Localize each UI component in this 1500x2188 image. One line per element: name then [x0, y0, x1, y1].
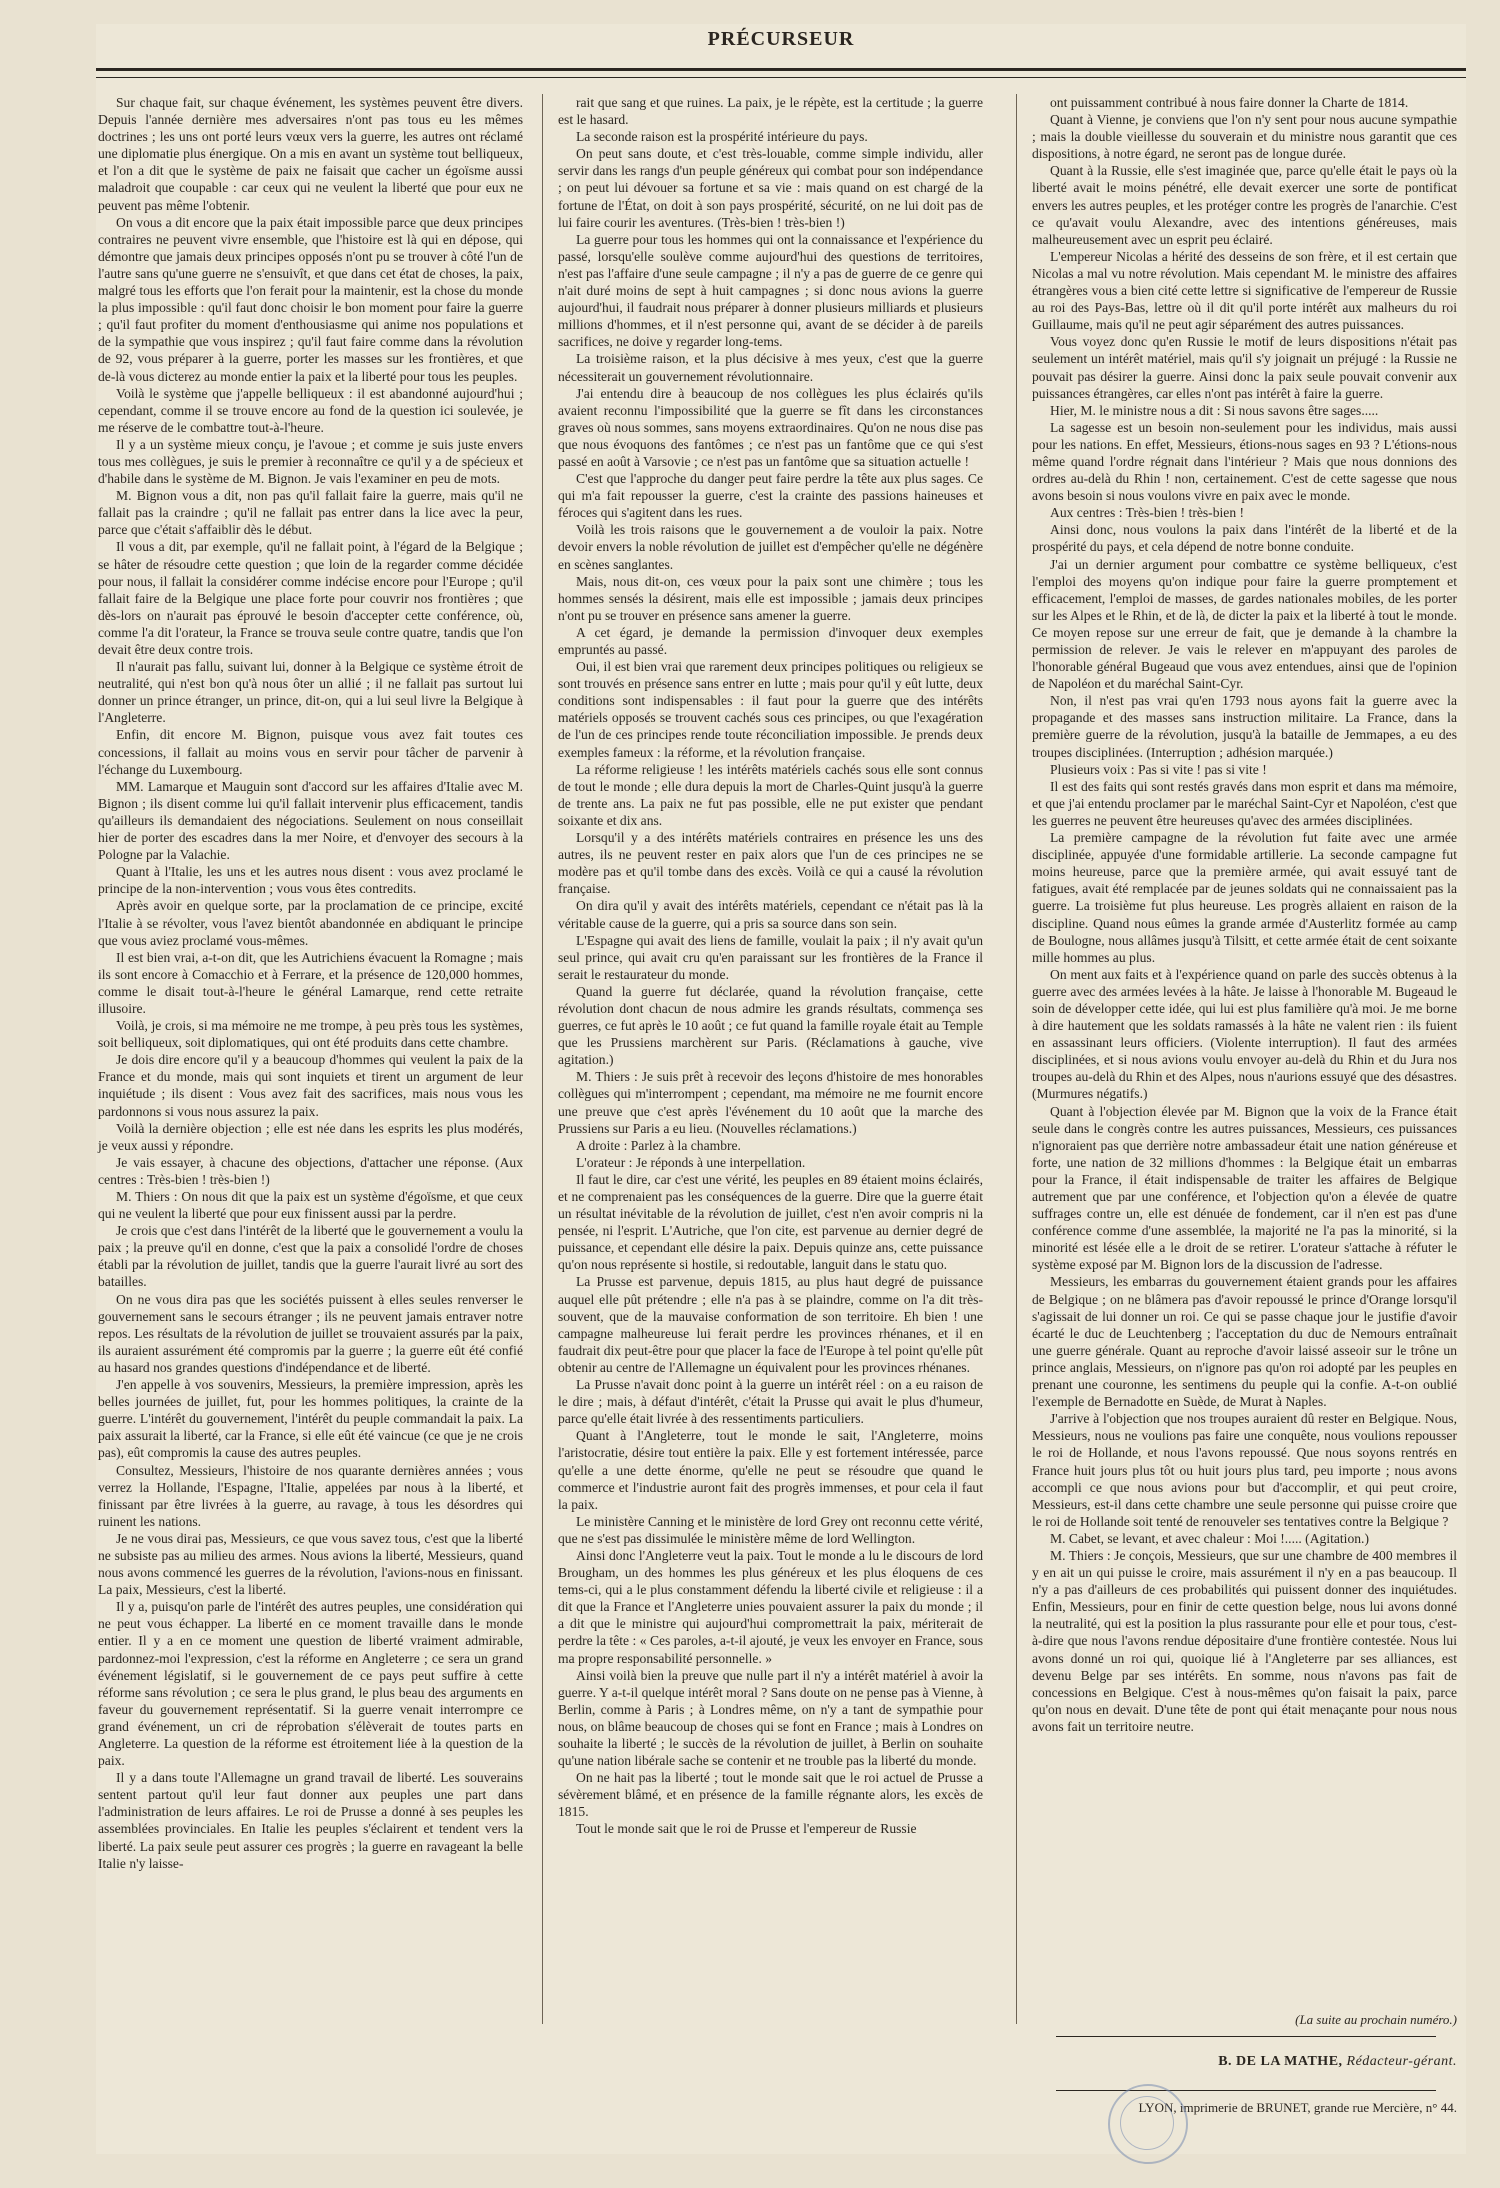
paragraph: Je crois que c'est dans l'intérêt de la liberté que le gouvernement a voulu la paix ; la preuve qu'il en donne, c'est que la paix a consolidé l'ordre de choses établi par la révolution de juillet, tandis que la guerre l'aurait livré au sort des batailles.	[98, 1223, 523, 1290]
paragraph: Il y a, puisqu'on parle de l'intérêt des autres peuples, une considération qui ne peut vous échapper. La liberté en ce moment travaille dans le monde entier. Il y a en ce moment une question de liberté vraiment admirable, pardonnez-moi l'expression, c'est la réforme en Angleterre ; ce sera un grand événement législatif, si le gouvernement de ce pays peut suffire à cette réforme sans révolution ; ce sera le plus grand, le plus beau des arguments en faveur du gouvernement représentatif. Si la guerre venait interrompre ce grand événement, un cri de réprobation s'élèverait de toutes parts en Angleterre. La question de la réforme est étroitement liée à la question de la paix.	[98, 1599, 523, 1769]
column-divider	[542, 94, 543, 2024]
paragraph: Ainsi donc l'Angleterre veut la paix. Tout le monde a lu le discours de lord Brougham, un des hommes les plus généreux et les plus éloquens de ces tems-ci, qui a le plus constamment défendu la liberté civile et religieuse : il a dit que la France et l'Angleterre unies pouvaient assurer la paix du monde ; il a dit que le ministre qui aujourd'hui compromettrait la paix, mériterait de perdre la tête : « Ces paroles, a-t-il ajouté, je veux les envoyer en France, sous ma propre responsabilité personnelle. »	[558, 1547, 983, 1666]
paragraph: Plusieurs voix : Pas si vite ! pas si vite !	[1050, 761, 1267, 777]
paragraph: Le ministère Canning et le ministère de lord Grey ont reconnu cette vérité, que ne s'est pas dissimulée le ministère même de lord Wellington.	[558, 1513, 983, 1546]
paragraph: Je ne vous dirai pas, Messieurs, ce que vous savez tous, c'est que la liberté ne subsiste pas au milieu des armes. Nous avions la liberté, Messieurs, quand nous avons commencé les guerres de la révolution, l'avions-nous en finissant. La paix, Messieurs, c'est la liberté.	[98, 1530, 523, 1598]
paragraph: Quant à Vienne, je conviens que l'on n'y sent pour nous aucune sympathie ; mais la double vieillesse du souverain et du ministre nous garantit que ces dispositions, à notre égard, ne seront pas de longue durée.	[1032, 112, 1457, 162]
printer-line: LYON, imprimerie de BRUNET, grande rue Mercière, n° 44.	[1138, 2100, 1457, 2115]
paragraph: Lorsqu'il y a des intérêts matériels contraires en présence les uns des autres, ils ne peuvent rester en paix alors que l'un de ces principes ne se modère pas et qu'il tombe dans des excès. Voilà ce qui a causé la révolution française.	[558, 830, 983, 897]
paragraph: M. Thiers : On nous dit que la paix est un système d'égoïsme, et que ceux qui ne veulent la liberté que pour eux finissent aussi par la perdre.	[98, 1189, 523, 1222]
paragraph: M. Thiers : Je conçois, Messieurs, que sur une chambre de 400 membres il y en ait un qui puisse le croire, mais assurément il n'y en a pas beaucoup. Il n'y a pas d'ailleurs de ces probabilités qui puissent donner des inquiétudes. Enfin, Messieurs, pour en finir de cette question belge, nous lui avons donné la neutralité, qui est la position la plus rassurante pour elle et pour tous, c'est-à-dire que nous l'avons rendue dépositaire d'une frontière contestée. Nous lui avons donné un roi qui, quoique lié à l'Angleterre par ses alliances, est devenu Belge par ses intérêts. En somme, nous n'avons pas fait de concessions en Belgique. C'est à nous-mêmes qu'on faisait la paix, parce qu'on nous en devait. D'une tête de pont qui était menaçante pour nous nous avons fait un territoire neutre.	[1032, 1547, 1457, 1734]
paragraph: Quant à l'Italie, les uns et les autres nous disent : vous avez proclamé le principe de la non-intervention ; vous vous êtes contredits.	[98, 864, 523, 897]
paragraph: La Prusse est parvenue, depuis 1815, au plus haut degré de puissance auquel elle pût prétendre ; elle n'a pas à se plaindre, comme on l'a dit très-souvent, que de la mauvaise conformation de son territoire. Eh bien ! une campagne malheureuse lui ferait perdre les provinces rhénanes, et il en faudrait dix peut-être pour que placer la face de l'Europe à tel point qu'elle pût obtenir au centre de l'Allemagne un équivalent pour les provinces rhénanes.	[558, 1274, 983, 1375]
header-rule	[96, 68, 1466, 78]
paragraph: Je vais essayer, à chacune des objections, d'attacher une réponse. (Aux centres : Très-bien ! très-bien !)	[98, 1154, 523, 1187]
paragraph: On dira qu'il y avait des intérêts matériels, cependant ce n'était pas là la véritable cause de la guerre, qui a pris sa source dans son sein.	[558, 898, 983, 931]
masthead: PRÉCURSEUR	[707, 28, 855, 50]
paragraph: Je dois dire encore qu'il y a beaucoup d'hommes qui veulent la paix de la France et du monde, mais qui sont inquiets et tirent un argument de leur inquiétude ; ils disent : Vous avez fait des sacrifices, mais nous vous les pardonnons si vous nous assurez la paix.	[98, 1052, 523, 1119]
text-column-1	[98, 94, 523, 1872]
paragraph: M. Bignon vous a dit, non pas qu'il fallait faire la guerre, mais qu'il ne fallait pas la craindre ; qu'il ne fallait pas entrer dans la lice avec la peur, parce que c'était s'affaiblir dès le début.	[98, 488, 523, 538]
paragraph: Non, il n'est pas vrai qu'en 1793 nous ayons fait la guerre avec la propagande et des masses sans instruction militaire. La France, dans la première guerre de la révolution, jusqu'à la bataille de Jemmapes, a eu des troupes disciplinées. (Interruption ; adhésion marquée.)	[1032, 693, 1457, 760]
paragraph: La première campagne de la révolution fut faite avec une armée disciplinée, appuyée d'une formidable artillerie. La seconde campagne fut moins heureuse, parce que la première armée, qui avait essuyé tant de fatigues, avait été remplacée par de jeunes soldats qui ne connaissaient pas la guerre. La troisième fut plus heureuse. Les progrès allaient en raison de la discipline. Quand nous eûmes la grande armée d'Austerlitz formée au camp de Boulogne, nous allâmes jusqu'à Tilsitt, et cette armée était de cent soixante mille hommes au plus.	[1032, 830, 1457, 965]
paragraph: Enfin, dit encore M. Bignon, puisque vous avez fait toutes ces concessions, il fallait au moins vous en servir pour tâcher de parvenir à l'échange du Luxembourg.	[98, 727, 523, 777]
column-divider	[1016, 94, 1017, 2024]
paragraph: MM. Lamarque et Mauguin sont d'accord sur les affaires d'Italie avec M. Bignon ; ils disent comme lui qu'il fallait intervenir plus efficacement, tandis qu'ailleurs ils demandaient des négociations. Seulement on nous conseillait hier de porter des escadres dans la mer Noire, et d'envoyer des secours à la Pologne par la Valachie.	[98, 778, 523, 863]
paragraph: L'empereur Nicolas a hérité des desseins de son frère, et il est certain que Nicolas a mal vu notre révolution. Mais cependant M. le ministre des affaires étrangères vous a bien cité cette lettre si significative de l'empereur de Russie au roi des Pays-Bas, lettre où il dit qu'il porte intérêt aux malheurs du roi Guillaume, mais qu'il ne peut agir séparément des autres puissances.	[1032, 248, 1457, 333]
paragraph: A droite : Parlez à la chambre.	[576, 1137, 741, 1153]
paragraph: L'orateur : Je réponds à une interpellation.	[576, 1154, 806, 1170]
paragraph: La réforme religieuse ! les intérêts matériels cachés sous elle sont connus de tout le monde ; elle dura depuis la mort de Charles-Quint jusqu'à la guerre de trente ans. La paix ne fut pas possible, elle ne put exister que pendant soixante et dix ans.	[558, 761, 983, 828]
paragraph: La guerre pour tous les hommes qui ont la connaissance et l'expérience du passé, lorsqu'elle soulève comme aujourd'hui des questions de territoires, n'est pas l'affaire d'une seule campagne ; il n'y a pas de guerre de ce genre qui n'ait duré moins de sept à huit campagnes ; si donc nous avions la guerre aujourd'hui, il faudrait nous préparer à donner plusieurs milliards et plusieurs millions d'hommes, et il n'est personne qui, avant de se décider à de pareils sacrifices, ne doive y regarder long-tems.	[558, 231, 983, 350]
paragraph: Il y a dans toute l'Allemagne un grand travail de liberté. Les souverains sentent partout qu'il leur faut donner aux peuples une part dans l'administration de leurs affaires. Le roi de Prusse a donné à ses peuples les assemblées provinciales. En Italie les peuples s'éclairent et tendent vers la liberté. La paix seule peut assurer ces progrès ; la guerre en ravageant la belle Italie n'y laisse-	[98, 1770, 523, 1871]
paragraph: J'en appelle à vos souvenirs, Messieurs, la première impression, après les belles journées de juillet, fut, pour les hommes politiques, la crainte de la guerre. L'intérêt du gouvernement, l'intérêt du peuple commandait la paix. La paix assurait la liberté, car la France, si elle eût été vaincue (ce que je ne crois pas), eût compromis la cause des autres peuples.	[98, 1377, 523, 1461]
printer-rule	[1056, 2090, 1436, 2091]
paragraph: Il vous a dit, par exemple, qu'il ne fallait point, à l'égard de la Belgique ; se hâter de résoudre cette question ; que loin de la regarder comme décidée pour nous, il fallait la considérer comme indécise encore pour l'Europe ; qu'il fallait faire de la Belgique une place forte pour couvrir nos frontières ; que dès-lors on n'aurait pas éprouvé le besoin d'accepter cette conférence, où, comme l'a dit l'orateur, la France se trouva seule contre quatre, tandis que l'on devait être deux contre trois.	[98, 539, 523, 657]
paragraph: Oui, il est bien vrai que rarement deux principes politiques ou religieux se sont trouvés en présence sans entrer en lutte ; mais pour qu'il y eût lutte, deux conditions sont indispensables : il faut pour la guerre que des intérêts matériels opposés se trouvent cachés sous ces principes, ou que l'exagération de l'un de ces principes rende toute réconciliation impossible. Je prends deux exemples fameux : la réforme, et la révolution française.	[558, 659, 983, 760]
text-column-2	[558, 94, 983, 1838]
paragraph: La seconde raison est la prospérité intérieure du pays.	[576, 129, 868, 145]
paragraph: Voilà le système que j'appelle belliqueux : il est abandonné aujourd'hui ; cependant, comme il se trouve encore au fond de la question ici soulevée, je me réserve de le combattre tout-à-l'heure.	[98, 385, 523, 435]
library-stamp	[1108, 2084, 1188, 2164]
paragraph: Il est bien vrai, a-t-on dit, que les Autrichiens évacuent la Romagne ; mais ils sont encore à Comacchio et à Ferrare, et la présence de 120,000 hommes, comme le disait tout-à-l'heure le général Lamarque, rend cette retraite illusoire.	[98, 949, 523, 1016]
paragraph: ont puissamment contribué à nous faire donner la Charte de 1814.	[1050, 95, 1409, 110]
paragraph: Sur chaque fait, sur chaque événement, les systèmes peuvent être divers. Depuis l'année dernière mes adversaires n'ont pas tous eu les mêmes doctrines ; les uns ont porté leurs vœux vers la guerre, les autres ont réclamé une diplomatie plus énergique. On a mis en avant un système tout belliqueux, et l'on a dit que le système de paix ne faisait que cacher un égoïsme aussi maladroit que coupable : car ceux qui ne veulent la liberté que pour eux ne peuvent pas même l'obtenir.	[98, 95, 523, 213]
newspaper-page	[96, 24, 1466, 2154]
text-column-3	[1032, 94, 1457, 1735]
signature-rule	[1056, 2036, 1436, 2037]
paragraph: Messieurs, les embarras du gouvernement étaient grands pour les affaires de Belgique ; on ne blâmera pas d'avoir repoussé le prince d'Orange lorsqu'il s'agissait de lui donner un roi. Ce qui se passe chaque jour le justifie d'avoir écarté le duc de Leuchtenberg ; l'acceptation du duc de Nemours entraînait une guerre générale. Quant au reproche d'avoir laissé asseoir sur le trône un prince anglais, Messieurs, on n'ignore pas qu'on roi adopté par les peuples en prenant une couronne, les sentimens du peuple qui la confie. A-t-on oublié l'exemple de Bernadotte en Suède, de Murat à Naples.	[1032, 1274, 1457, 1410]
paragraph: La troisième raison, et la plus décisive à mes yeux, c'est que la guerre nécessiterait un gouvernement révolutionnaire.	[558, 351, 983, 384]
paragraph: Aux centres : Très-bien ! très-bien !	[1050, 505, 1245, 521]
paragraph: On peut sans doute, et c'est très-louable, comme simple individu, aller servir dans les rangs d'un peuple généreux qui combat pour son indépendance ; on peut lui dévouer sa fortune et sa vie : mais quand on est chargé de la fortune de l'État, on doit à son pays prospérité, sécurité, on ne lui doit pas de lui faire courir les aventures. (Très-bien ! très-bien !)	[558, 146, 983, 230]
paragraph: L'Espagne qui avait des liens de famille, voulait la paix ; il n'y avait qu'un seul prince, qui avait cru qu'en paraissant sur les frontières de la France il serait le restaurateur du monde.	[558, 932, 983, 982]
paragraph: M. Cabet, se levant, et avec chaleur : Moi !..... (Agitation.)	[1050, 1530, 1369, 1546]
paragraph: On vous a dit encore que la paix était impossible parce que deux principes contraires ne peuvent vivre ensemble, que l'histoire est là qui en dépose, qui démontre que jamais deux principes opposés n'ont pu se trouver à côté l'un de l'autre sans qu'une guerre ne s'ensuivît, et que dans cet état de choses, la paix, malgré tous les efforts que l'on ferait pour la maintenir, est la chose du monde la plus impossible : qu'il faut donc choisir le bon moment pour faire la guerre ; qu'il faut profiter du moment d'enthousiasme qui anime nos populations et de la sympathie que vous inspirez ; qu'il faut faire comme dans la révolution de 92, vous préparer à la guerre, porter les masses sur les frontières, et que de-là vous dicterez au monde entier la paix et la liberté pour tous les peuples.	[98, 214, 523, 384]
paragraph: Il faut le dire, car c'est une vérité, les peuples en 89 étaient moins éclairés, et ne comprenaient pas les conséquences de la guerre. Dire que la guerre était un résultat inévitable de la révolution de juillet, c'est n'en avoir compris ni la pensée, ni l'esprit. L'Autriche, que l'on cite, est parvenue au dernier degré de puissance, et cependant elle désire la paix. Depuis quinze ans, cette puissance qu'on nous représente si hostile, si redoutable, languit dans le statu quo.	[558, 1171, 983, 1273]
paragraph: Voilà la dernière objection ; elle est née dans les esprits les plus modérés, je veux aussi y répondre.	[98, 1120, 523, 1153]
paragraph: Quant à l'objection élevée par M. Bignon que la voix de la France était seule dans le congrès contre les autres puissances, Messieurs, ces puissances n'ignoraient pas que derrière notre ambassadeur était une nation généreuse et forte, une nation de 32 millions d'hommes : la Belgique était un embarras pour la France, il était indispensable de traiter les affaires de Belgique autrement que par une conférence, et l'objection qu'on a élevée de quatre suffrages contre un, elle est dénuée de fondement, car il n'en est pas d'une conférence comme d'une assemblée, la majorité ne l'a pas la minorité, si la minorité est lésée elle a le droit de se retirer. L'orateur s'attache à réfuter le système exposé par M. Bignon lors de la discussion de l'adresse.	[1032, 1103, 1457, 1273]
paragraph: Tout le monde sait que le roi de Prusse et l'empereur de Russie	[576, 1821, 917, 1837]
paragraph: Voilà les trois raisons que le gouvernement a de vouloir la paix. Notre devoir envers la noble révolution de juillet est d'empêcher qu'elle ne dégénère en scènes sanglantes.	[558, 522, 983, 572]
paragraph: M. Thiers : Je suis prêt à recevoir des leçons d'histoire de mes honorables collègues qui m'interrompent ; cependant, ma mémoire ne me fournit encore une preuve que c'est après l'événement du 10 août que la marche des Prussiens sur Paris a eu lieu. (Nouvelles réclamations.)	[558, 1069, 983, 1136]
paragraph: J'ai un dernier argument pour combattre ce système belliqueux, c'est l'emploi des moyens qu'on indique pour faire la guerre promptement et efficacement, l'emploi de masses, de gardes nationales mobiles, de les porter sur les Alpes et le Rhin, et de là, de dicter la paix et la liberté à tout le monde. Ce moyen repose sur une erreur de fait, que je demande à la chambre la permission de relever. Je vais le relever en m'appuyant des paroles de l'honorable général Bugeaud que vous avez entendues, ainsi que de l'opinion de Napoléon et du maréchal Saint-Cyr.	[1032, 556, 1457, 692]
signature	[1032, 2054, 1457, 2070]
paragraph: Hier, M. le ministre nous a dit : Si nous savons être sages.....	[1050, 402, 1379, 418]
paragraph: J'arrive à l'objection que nos troupes auraient dû rester en Belgique. Nous, Messieurs, nous ne voulions pas faire une conquête, nous voulions repousser le roi de Hollande, et nous l'avons repoussé. Que nous soyons rentrés en France huit jours plus tôt ou huit jours plus tard, peu importe ; nous avons accompli ce que nous avions pour but d'accomplir, et qui peut croire, Messieurs, est-il dans cette chambre une seule personne qui puisse croire que le roi de Hollande soit tenté de renouveler ses tentatives contre la Belgique ?	[1032, 1411, 1457, 1529]
paragraph: La Prusse n'avait donc point à la guerre un intérêt réel : on a eu raison de le dire ; mais, à défaut d'intérêt, c'était la Prusse qui avait le plus d'humeur, parce qu'elle était livrée à des ressentiments particuliers.	[558, 1377, 983, 1427]
paragraph: C'est que l'approche du danger peut faire perdre la tête aux plus sages. Ce qui m'a fait repousser la guerre, c'est la crainte des passions haineuses et féroces qui s'agitent dans les rues.	[558, 471, 983, 521]
paragraph: Quant à l'Angleterre, tout le monde le sait, l'Angleterre, moins l'aristocratie, désire tout entière la paix. Elle y est fortement intéressée, parce qu'elle a une dette énorme, qu'elle ne peut se résoudre que quand le commerce et l'industrie auront fait des progrès immenses, et pour cela il faut la paix.	[558, 1428, 983, 1512]
paragraph: On ne vous dira pas que les sociétés puissent à elles seules renverser le gouvernement sans le secours étranger ; ils ne peuvent jamais entraver notre repos. Les résultats de la révolution de juillet se trouvaient assurés par la paix, ils auraient assurément été compromis par la guerre ; la guerre eût été confié au hasard nos grandes questions d'indépendance et de liberté.	[98, 1291, 523, 1375]
paragraph: Il n'aurait pas fallu, suivant lui, donner à la Belgique ce système étroit de neutralité, qui n'est bon qu'à nous ôter un allié ; il ne fallait pas surtout lui donner un prince étranger, un prince, dit-on, qui a lui seul livre la Belgique à l'Angleterre.	[98, 659, 523, 726]
paragraph: J'ai entendu dire à beaucoup de nos collègues les plus éclairés qu'ils avaient reconnu l'impossibilité que la guerre se fît dans les circonstances graves où nous sommes, sans moyens extraordinaires. Qu'on ne nous dise pas que nous évoquons des fantômes ; ce n'est pas un fantôme que ce qui s'est passé en août à Varsovie ; ce n'est pas un fantôme que sa situation actuelle !	[558, 385, 983, 469]
paragraph: Voilà, je crois, si ma mémoire ne me trompe, à peu près tous les systèmes, soit belliqueux, soit diplomatiques, qui ont été produits dans cette chambre.	[98, 1018, 523, 1051]
paragraph: Il est des faits qui sont restés gravés dans mon esprit et dans ma mémoire, et que j'ai entendu proclamer par le maréchal Saint-Cyr et Napoléon, c'est que les guerres ne peuvent être heureuses qu'avec des armées disciplinées.	[1032, 778, 1457, 828]
paragraph: Ainsi donc, nous voulons la paix dans l'intérêt de la liberté et de la prospérité du pays, et cela dépend de notre bonne conduite.	[1032, 522, 1457, 555]
paragraph: Après avoir en quelque sorte, par la proclamation de ce principe, excité l'Italie à se révolter, vous l'avez bientôt abandonnée en abdiquant le principe que vous aviez proclamé vous-mêmes.	[98, 898, 523, 948]
paragraph: Ainsi voilà bien la preuve que nulle part il n'y a intérêt matériel à avoir la guerre. Y a-t-il quelque intérêt moral ? Sans doute on ne pense pas à Vienne, à Berlin, comme à Paris ; à Londres même, on n'y a tant de sympathie pour nous, on blâme beaucoup de choses qui se font en France ; mais à Londres on souhaite la liberté ; le succès de la révolution de juillet, à Berlin on souhaite qu'une nation libérale sache se contenir et ne trouble pas la liberté du monde.	[558, 1667, 983, 1769]
paragraph: Quant à la Russie, elle s'est imaginée que, parce qu'elle était le pays où la liberté avait le moins pénétré, elle devait exercer une sorte de pontificat envers les autres peuples, et les protéger contre les progrès de l'anarchie. C'est ce qu'avait voulu Alexandre, avec des intentions généreuses, mais malheureusement avec un esprit peu éclairé.	[1032, 163, 1457, 247]
paragraph: Il y a un système mieux conçu, je l'avoue ; et comme je suis juste envers tous mes collègues, je suis le premier à reconnaître ce qu'il y a de spécieux et d'habile dans le système de M. Bignon. Je vais l'examiner en peu de mots.	[98, 436, 523, 487]
paragraph: Vous voyez donc qu'en Russie le motif de leurs dispositions n'était pas seulement un intérêt matériel, mais qu'il s'y joignait un préjugé : la Russie ne pouvait pas désirer la guerre. Ainsi donc la paix seule pouvait convenir aux puissances étrangères, car elles n'ont pas intérêt à faire la guerre.	[1032, 334, 1457, 401]
paragraph: La sagesse est un besoin non-seulement pour les individus, mais aussi pour les nations. En effet, Messieurs, étions-nous sages en 93 ? L'étions-nous même quand l'ordre régnait dans l'intérieur ? Mais que nous donnions des ordres au-delà du Rhin ! non, certainement. C'est de cette sagesse que nous avons besoin si nous voulons vivre en paix avec le monde.	[1032, 419, 1457, 504]
paragraph: On ment aux faits et à l'expérience quand on parle des succès obtenus à la guerre avec des armées levées à la hâte. Je laisse à l'honorable M. Bugeaud le soin de développer cette idée, qui lui est plus familière qu'à moi. Je me borne à dire hautement que les soldats ramassés à la hâte ne valent rien : ils fuient en assassinant leurs officiers. (Violente interruption). Il faut des armées disciplinées, et si nous avions voulu envoyer au-delà du Rhin et du Jura nos troupes au-delà du Rhin et des Alpes, nous n'aurions essuyé que des désastres. (Murmures négatifs.)	[1032, 966, 1457, 1102]
paragraph: Consultez, Messieurs, l'histoire de nos quarante dernières années ; vous verrez la Hollande, l'Espagne, l'Italie, appelées par nous à la liberté, et finissant par être livrées à la guerre, au ravage, à tous les désordres qui ruinent les nations.	[98, 1462, 523, 1529]
continued-note: (La suite au prochain numéro.)	[1295, 2012, 1457, 2027]
paragraph: On ne hait pas la liberté ; tout le monde sait que le roi actuel de Prusse a sévèrement blâmé, et en présence de la famille régnante alors, les excès de 1815.	[558, 1770, 983, 1820]
editor-role: Rédacteur-gérant.	[1346, 2054, 1457, 2069]
paragraph: A cet égard, je demande la permission d'invoquer deux exemples empruntés au passé.	[558, 624, 983, 657]
paragraph: Quand la guerre fut déclarée, quand la révolution française, cette révolution dont chacun de nous admire les grands résultats, commença ses guerres, ce fut après le 10 août ; ce fut quand la famille royale était au Temple que les Prussiens marchèrent sur Paris. (Réclamations à gauche, vive agitation.)	[558, 983, 983, 1068]
paragraph: rait que sang et que ruines. La paix, je le répète, est la certitude ; la guerre est le hasard.	[558, 95, 983, 128]
paragraph: Mais, nous dit-on, ces vœux pour la paix sont une chimère ; tous les hommes sensés la désirent, mais elle est impossible ; jamais deux principes n'ont pu se trouver en présence sans amener la guerre.	[558, 573, 983, 623]
editor-name: B. DE LA MATHE,	[1218, 2054, 1343, 2069]
